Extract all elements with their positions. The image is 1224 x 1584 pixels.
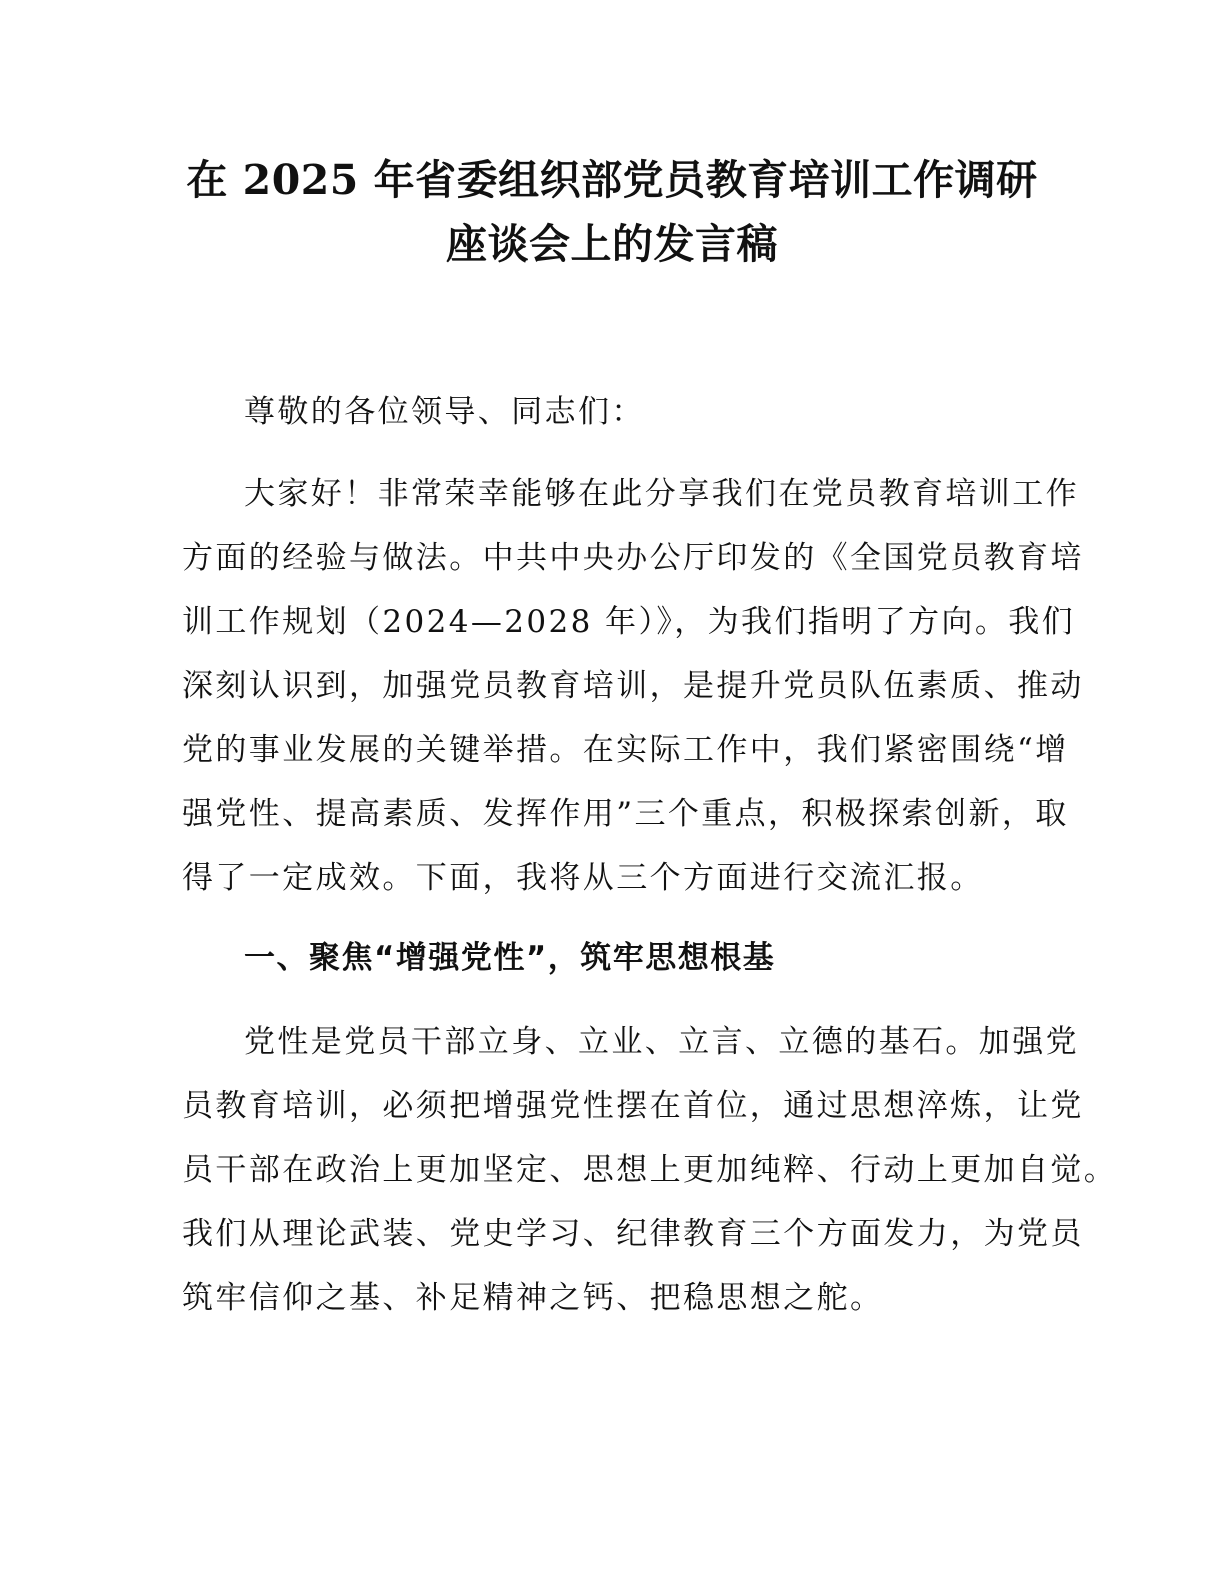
paragraph-line: 员干部在政治上更加坚定、思想上更加纯粹、行动上更加自觉。	[182, 1152, 1118, 1188]
paragraph-line: 强党性、提高素质、发挥作用”三个重点，积极探索创新，取	[182, 796, 1069, 832]
paragraph-line: 员教育培训，必须把增强党性摆在首位，通过思想淬炼，让党	[182, 1088, 1084, 1124]
paragraph-section-1	[182, 1010, 1118, 1330]
document-title	[150, 148, 1074, 276]
paragraph-line: 大家好！非常荣幸能够在此分享我们在党员教育培训工作	[244, 476, 1079, 512]
paragraph-intro	[182, 462, 1084, 910]
paragraph-line: 党性是党员干部立身、立业、立言、立德的基石。加强党	[244, 1024, 1079, 1060]
paragraph-line: 深刻认识到，加强党员教育培训，是提升党员队伍素质、推动	[182, 668, 1084, 704]
title-line: 座谈会上的发言稿	[446, 220, 778, 268]
title-line: 在 2025 年省委组织部党员教育培训工作调研	[186, 156, 1038, 204]
paragraph-line: 我们从理论武装、党史学习、纪律教育三个方面发力，为党员	[182, 1216, 1084, 1252]
paragraph-line: 得了一定成效。下面，我将从三个方面进行交流汇报。	[182, 860, 984, 896]
paragraph-line: 党的事业发展的关键举措。在实际工作中，我们紧密围绕“增	[182, 732, 1069, 768]
paragraph-line: 方面的经验与做法。中共中央办公厅印发的《全国党员教育培	[182, 540, 1084, 576]
salutation-text: 尊敬的各位领导、同志们：	[244, 394, 645, 430]
paragraph-line: 筑牢信仰之基、补足精神之钙、把稳思想之舵。	[182, 1280, 884, 1316]
salutation	[182, 380, 1062, 444]
section-heading	[182, 926, 1062, 990]
paragraph-line: 训工作规划（2024—2028 年）》，为我们指明了方向。我们	[182, 604, 1076, 640]
section-heading-text: 一、聚焦“增强党性”，筑牢思想根基	[244, 940, 776, 976]
